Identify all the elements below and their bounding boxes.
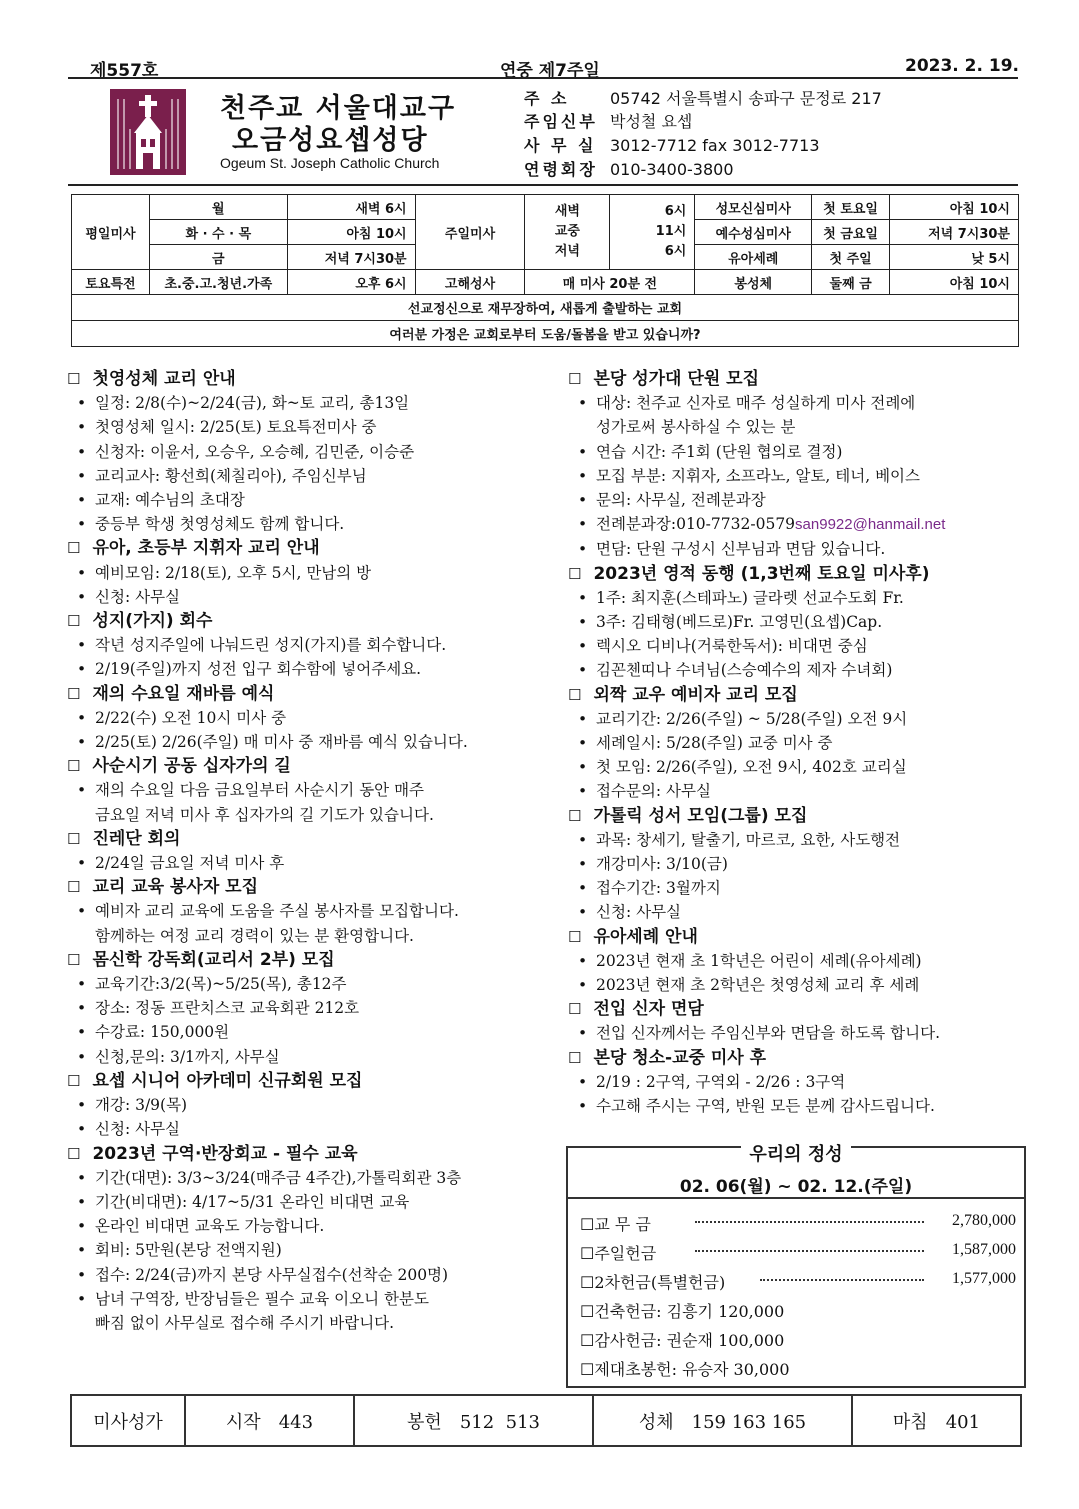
list-item: • 신청: 사무실 — [67, 1117, 537, 1141]
checkbox-icon: ☐ — [67, 757, 81, 776]
hymn-entrance: 시작 443 — [185, 1395, 354, 1446]
list-item: • 교재: 예수님의 초대장 — [67, 488, 537, 512]
special-mass-name: 유아세례 — [695, 245, 812, 270]
list-item: • 면담: 단원 구성시 신부님과 면담 있습니다. — [568, 537, 1028, 561]
special-mass-name: 성모신심미사 — [695, 195, 812, 220]
bullet-icon: • — [77, 975, 87, 994]
section-title: ☐ 교리 교육 봉사자 모집 — [67, 877, 259, 898]
info-funeral-contact: 연령회장 010-3400-3800 — [524, 160, 734, 179]
list-item: • 문의: 사무실, 전례분과장 — [568, 488, 1028, 512]
list-item: • 일정: 2/8(수)~2/24(금), 화~토 교리, 총13일 — [67, 391, 537, 415]
section-title: ☐ 몸신학 강독회(교리서 2부) 모집 — [67, 949, 335, 970]
offering-row: ☐주일헌금 1,587,000 — [580, 1241, 1016, 1263]
contact-email[interactable]: san9922@hanmail.net — [795, 516, 946, 534]
section-title: ☐ 유아세례 안내 — [568, 926, 698, 947]
list-item: • 신청: 사무실 — [67, 585, 537, 609]
offering-note: ☐건축헌금: 김흥기 120,000 — [580, 1302, 785, 1321]
weekday-fri-time: 저녁 7시30분 — [287, 245, 415, 270]
bullet-icon: • — [77, 1168, 87, 1187]
checkbox-icon: ☐ — [568, 1048, 582, 1067]
sunday-mass-slots: 새벽 교중 저녁 — [525, 195, 610, 270]
bullet-icon: • — [578, 758, 588, 777]
special-mass-time: 낮 5시 — [890, 245, 1019, 270]
bullet-icon: • — [77, 515, 87, 534]
section-title: ☐ 첫영성체 교리 안내 — [67, 369, 236, 389]
checkbox-icon: ☐ — [568, 1000, 582, 1019]
offering-note: ☐제대초봉헌: 유승자 30,000 — [580, 1360, 790, 1379]
checkbox-icon: ☐ — [67, 1071, 81, 1090]
list-item: • 신청,문의: 3/1까지, 사무실 — [67, 1045, 537, 1069]
list-item: • 과목: 창세기, 탈출기, 마르코, 요한, 사도행전 — [568, 828, 1028, 852]
checkbox-icon: ☐ — [67, 1144, 81, 1163]
bullet-icon: • — [578, 903, 588, 922]
list-item: • 남녀 구역장, 반장님들은 필수 교육 이오니 한분도 빠짐 없이 사무실로 접수해 주시기 바랍니다. — [67, 1287, 537, 1335]
list-item: • 교리기간: 2/26(주일) ~ 5/28(주일) 오전 9시 — [568, 707, 1028, 731]
bullet-icon: • — [77, 660, 87, 679]
header-divider — [68, 77, 1018, 79]
section-title: ☐ 재의 수요일 재바름 예식 — [67, 683, 275, 704]
bullet-icon: • — [77, 636, 87, 655]
section-title: ☐ 요셉 시니어 아카데미 신규회원 모집 — [67, 1070, 363, 1091]
bullet-icon: • — [77, 394, 87, 413]
bullet-icon: • — [578, 1097, 588, 1116]
list-item: • 연습 시간: 주1회 (단원 협의로 결정) — [568, 440, 1028, 464]
bulletin-date: 2023. 2. 19. — [904, 56, 1019, 76]
bullet-icon: • — [77, 781, 87, 800]
special-mass-day: 첫 주일 — [812, 245, 890, 270]
list-item: • 기간(비대면): 4/17~5/31 온라인 비대면 교육 — [67, 1190, 537, 1214]
header-divider-bottom — [68, 184, 1018, 186]
special-mass-day: 둘째 금 — [812, 270, 890, 295]
special-mass-time: 아침 10시 — [890, 195, 1019, 220]
list-item: • 예비자 교리 교육에 도움을 주실 봉사자를 모집합니다. 함께하는 여정 교리 경력이 있는 분 환영합니다. — [67, 899, 537, 947]
checkbox-icon: ☐ — [568, 564, 582, 583]
bullet-icon: • — [578, 613, 588, 632]
weekday-mon: 월 — [149, 195, 287, 220]
mass-hymns-table — [70, 1394, 1022, 1447]
list-item: • 회비: 5만원(본당 전액지원) — [67, 1238, 537, 1262]
bullet-icon: • — [77, 442, 87, 461]
offering-row: ☐교 무 금 2,780,000 — [580, 1212, 1016, 1234]
list-item: • 렉시오 디비나(거룩한독서): 비대면 중심 — [568, 634, 1028, 658]
saturday-mass-label: 토요특전 — [72, 270, 150, 295]
bullet-icon: • — [578, 951, 588, 970]
sunday-mass-label: 주일미사 — [415, 195, 525, 270]
parish-question: 여러분 가정은 교회로부터 도움/돌봄을 받고 있습니까? — [72, 321, 1019, 347]
sunday-mass-times: 6시 11시 6시 — [610, 195, 695, 270]
bullet-icon: • — [77, 1096, 87, 1115]
mass-schedule-table — [71, 194, 1019, 347]
bullet-icon: • — [578, 637, 588, 656]
bullet-icon: • — [77, 1217, 87, 1236]
liturgical-sunday: 연중 제7주일 — [500, 61, 600, 81]
bullet-icon: • — [578, 442, 588, 461]
bullet-icon: • — [77, 1265, 87, 1284]
info-pastor: 주임신부 박성철 요셉 — [524, 112, 693, 131]
list-item: • 교리교사: 황선희(체칠리아), 주임신부님 — [67, 464, 537, 488]
hymn-communion: 성체 159 163 165 — [593, 1395, 852, 1446]
bullet-icon: • — [77, 1023, 87, 1042]
parish-english-name: Ogeum St. Joseph Catholic Church — [220, 155, 440, 171]
weekday-tue-thu: 화 · 수 · 목 — [149, 220, 287, 245]
list-item: • 기간(대면): 3/3~3/24(매주금 4주간),가톨릭회관 3층 — [67, 1166, 537, 1190]
offering-note: ☐감사헌금: 권순재 100,000 — [580, 1331, 785, 1350]
list-item: • 2/19 : 2구역, 구역외 - 2/26 : 3구역 — [568, 1070, 1028, 1094]
section-title: ☐ 진레단 회의 — [67, 828, 181, 849]
list-item: • 개강미사: 3/10(금) — [568, 852, 1028, 876]
info-office: 사 무 실 3012-7712 fax 3012-7713 — [524, 136, 820, 155]
parish-motto: 선교정신으로 재무장하여, 새롭게 출발하는 교회 — [72, 295, 1019, 321]
weekday-tue-thu-time: 아침 10시 — [287, 220, 415, 245]
list-item: • 교육기간:3/2(목)~5/25(목), 총12주 — [67, 972, 537, 996]
list-item: • 온라인 비대면 교육도 가능합니다. — [67, 1214, 537, 1238]
bullet-icon: • — [77, 708, 87, 727]
special-mass-day: 첫 토요일 — [812, 195, 890, 220]
saturday-mass-target: 초.중.고.청년.가족 — [149, 270, 287, 295]
weekday-mass-label: 평일미사 — [72, 195, 150, 270]
list-item: • 수강료: 150,000원 — [67, 1020, 537, 1044]
list-item: • 중등부 학생 첫영성체도 함께 합니다. — [67, 512, 537, 536]
list-item: • 첫영성체 일시: 2/25(토) 토요특전미사 중 — [67, 415, 537, 439]
checkbox-icon: ☐ — [568, 927, 582, 946]
checkbox-icon: ☐ — [67, 950, 81, 969]
offering-period: 02. 06(월) ~ 02. 12.(주일) — [679, 1177, 913, 1197]
announcements-right — [568, 367, 1028, 1118]
church-cross-icon — [110, 89, 186, 175]
bullet-icon: • — [77, 466, 87, 485]
offering-title: 우리의 정성 — [741, 1144, 850, 1165]
bullet-icon: • — [77, 1241, 87, 1260]
saturday-mass-time: 오후 6시 — [287, 270, 415, 295]
list-item: • 신청: 사무실 — [568, 900, 1028, 924]
bullet-icon: • — [578, 1072, 588, 1091]
list-item: • 예비모임: 2/18(토), 오후 5시, 만남의 방 — [67, 561, 537, 585]
bullet-icon: • — [77, 587, 87, 606]
weekday-mon-time: 새벽 6시 — [287, 195, 415, 220]
bullet-icon: • — [77, 902, 87, 921]
list-item: • 세례일시: 5/28(주일) 교중 미사 중 — [568, 731, 1028, 755]
weekday-fri: 금 — [149, 245, 287, 270]
section-title: ☐ 2023년 영적 동행 (1,3번째 토요일 미사후) — [568, 563, 930, 584]
bullet-icon: • — [578, 830, 588, 849]
list-item: • 3주: 김태형(베드로)Fr. 고영민(요셉)Cap. — [568, 610, 1028, 634]
list-item: • 장소: 정동 프란치스코 교육회관 212호 — [67, 996, 537, 1020]
bullet-icon: • — [578, 588, 588, 607]
list-item: • 모집 부분: 지휘자, 소프라노, 알토, 테너, 베이스 — [568, 464, 1028, 488]
section-title: ☐ 유아, 초등부 지휘자 교리 안내 — [67, 538, 320, 559]
checkbox-icon: ☐ — [67, 612, 81, 631]
hymn-closing: 마침 401 — [852, 1395, 1021, 1446]
list-item: • 2/24일 금요일 저녁 미사 후 — [67, 851, 537, 875]
section-title: ☐ 본당 청소-교중 미사 후 — [568, 1047, 767, 1068]
section-title: ☐ 가톨릭 성서 모임(그룹) 모집 — [568, 805, 808, 826]
parish-title: 오금성요셉성당 — [232, 125, 429, 156]
checkbox-icon: ☐ — [568, 370, 582, 388]
section-title: ☐ 외짝 교우 예비자 교리 모집 — [568, 684, 798, 705]
list-item: • 재의 수요일 다음 금요일부터 사순시기 동안 매주 금요일 저녁 미사 후 십자가의 길 기도가 있습니다. — [67, 778, 537, 826]
bullet-icon: • — [77, 1120, 87, 1139]
bullet-icon: • — [578, 1024, 588, 1043]
bullet-icon: • — [77, 418, 87, 437]
bullet-icon: • — [578, 855, 588, 874]
checkbox-icon: ☐ — [67, 878, 81, 897]
list-item: • 첫 모임: 2/26(주일), 오전 9시, 402호 교리실 — [568, 755, 1028, 779]
checkbox-icon: ☐ — [67, 684, 81, 703]
bullet-icon: • — [77, 733, 87, 752]
checkbox-icon: ☐ — [67, 829, 81, 848]
special-mass-time: 저녁 7시30분 — [890, 220, 1019, 245]
section-title: ☐ 2023년 구역·반장회교 - 필수 교육 — [67, 1143, 358, 1164]
confession-label: 고해성사 — [415, 270, 525, 295]
section-title: ☐ 사순시기 공동 십자가의 길 — [67, 756, 291, 777]
list-item: • 2/22(수) 오전 10시 미사 중 — [67, 706, 537, 730]
list-item: • 김꼰첸띠나 수녀님(스승예수의 제자 수녀회) — [568, 658, 1028, 682]
bullet-icon: • — [578, 491, 588, 510]
list-item: • 1주: 최지훈(스테파노) 글라렛 선교수도회 Fr. — [568, 586, 1028, 610]
section-title: ☐ 전입 신자 면담 — [568, 999, 704, 1020]
bullet-icon: • — [77, 854, 87, 873]
offering-report — [566, 1146, 1026, 1388]
bullet-icon: • — [578, 661, 588, 680]
list-item: • 2023년 현재 초 2학년은 첫영성체 교리 후 세례 — [568, 973, 1028, 997]
special-mass-name: 예수성심미사 — [695, 220, 812, 245]
bullet-icon: • — [578, 515, 588, 534]
bullet-icon: • — [578, 540, 588, 559]
hymns-label: 미사성가 — [71, 1395, 185, 1446]
list-item: • 2023년 현재 초 1학년은 어린이 세례(유아세례) — [568, 949, 1028, 973]
bullet-icon: • — [77, 999, 87, 1018]
list-item: • 전입 신자께서는 주임신부와 면담을 하도록 합니다. — [568, 1021, 1028, 1045]
bullet-icon: • — [578, 734, 588, 753]
bullet-icon: • — [77, 563, 87, 582]
info-address: 주 소 05742 서울특별시 송파구 문정로 217 — [524, 89, 882, 108]
list-item: • 접수문의: 사무실 — [568, 779, 1028, 803]
bullet-icon: • — [578, 976, 588, 995]
special-mass-name: 봉성체 — [695, 270, 812, 295]
list-item: • 접수기간: 3월까지 — [568, 876, 1028, 900]
bullet-icon: • — [578, 879, 588, 898]
confession-time: 매 미사 20분 전 — [525, 270, 695, 295]
hymn-offertory: 봉헌 512 513 — [354, 1395, 593, 1446]
offering-divider — [568, 1197, 1024, 1199]
list-item: • 작년 성지주일에 나눠드린 성지(가지)를 회수합니다. — [67, 633, 537, 657]
bullet-icon: • — [77, 1289, 87, 1308]
list-item: • 대상: 천주교 신자로 매주 성실하게 미사 전례에 성가로써 봉사하실 수 있는 분 — [568, 391, 1028, 439]
bullet-icon: • — [77, 491, 87, 510]
list-item: • 2/19(주일)까지 성전 입구 회수함에 넣어주세요. — [67, 657, 537, 681]
list-item: • 수고해 주시는 구역, 반원 모든 분께 감사드립니다. — [568, 1094, 1028, 1118]
checkbox-icon: ☐ — [568, 685, 582, 704]
section-title: ☐ 본당 성가대 단원 모집 — [568, 369, 760, 389]
special-mass-time: 아침 10시 — [890, 270, 1019, 295]
bullet-icon: • — [77, 1192, 87, 1211]
list-item: • 개강: 3/9(목) — [67, 1093, 537, 1117]
checkbox-icon: ☐ — [67, 370, 81, 388]
offering-row: ☐2차헌금(특별헌금) 1,577,000 — [580, 1270, 1016, 1292]
list-item: • 2/25(토) 2/26(주일) 매 미사 중 재바름 예식 있습니다. — [67, 730, 537, 754]
announcements-left — [67, 367, 537, 1335]
list-item: • 접수: 2/24(금)까지 본당 사무실접수(선착순 200명) — [67, 1263, 537, 1287]
bullet-icon: • — [578, 782, 588, 801]
bullet-icon: • — [578, 394, 588, 413]
issue-number: 제557호 — [90, 61, 159, 81]
checkbox-icon: ☐ — [67, 539, 81, 558]
diocese-title: 천주교 서울대교구 — [220, 93, 457, 124]
list-item: • 전례분과장:010-7732-0579san9922@hanmail.net — [568, 512, 1028, 537]
special-mass-day: 첫 금요일 — [812, 220, 890, 245]
bullet-icon: • — [578, 709, 588, 728]
list-item: • 신청자: 이윤서, 오승우, 오승혜, 김민준, 이승준 — [67, 440, 537, 464]
checkbox-icon: ☐ — [568, 806, 582, 825]
section-title: ☐ 성지(가지) 회수 — [67, 611, 213, 632]
bullet-icon: • — [77, 1047, 87, 1066]
bullet-icon: • — [578, 466, 588, 485]
